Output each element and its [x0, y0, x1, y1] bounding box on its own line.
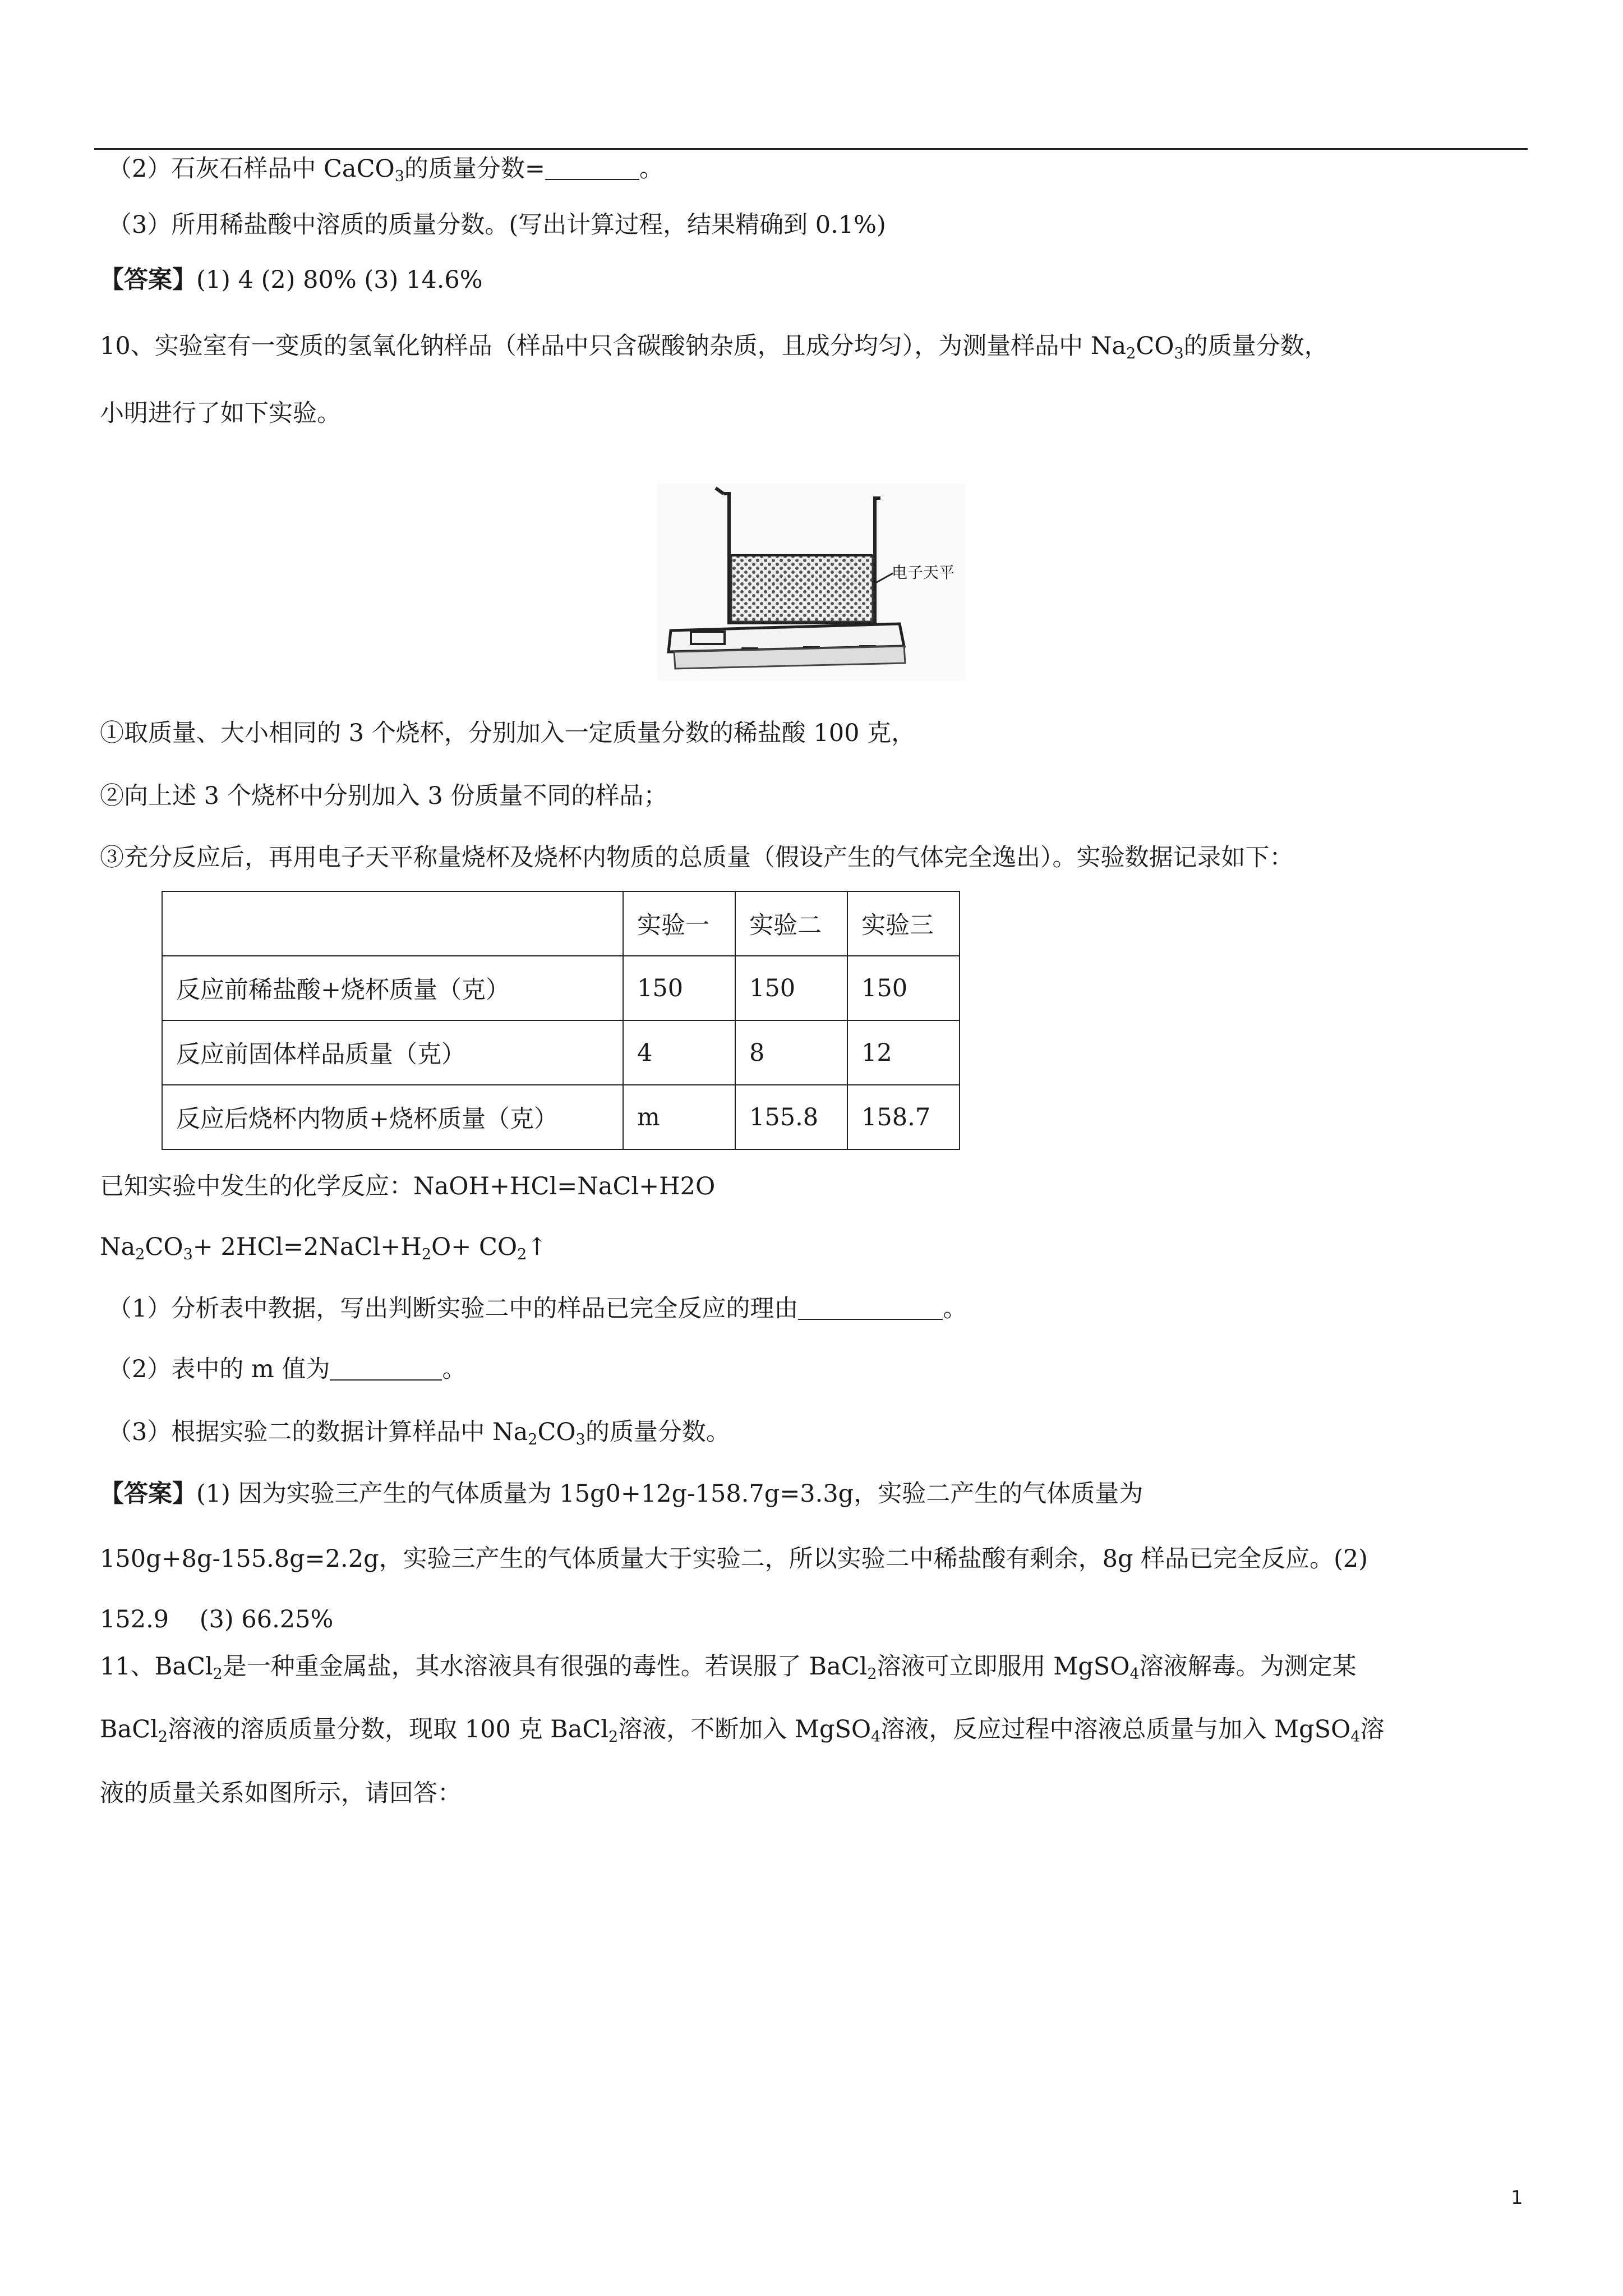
q10-step1: ①取质量、大小相同的 3 个烧杯，分别加入一定质量分数的稀盐酸 100 克，: [100, 719, 916, 747]
q10-intro-line1: 10、实验室有一变质的氢氧化钠样品（样品中只含碳酸钠杂质，且成分均匀），为测量样品中 $Na_2CO_3$的质量分数，: [100, 332, 1329, 362]
answer-label: 【答案】: [100, 1480, 196, 1508]
q10-answer-line2: 150g+8g-155.8g=2.2g，实验三产生的气体质量大于实验二，所以实验二中稀盐酸有剩余，8g 样品已完全反应。(2): [100, 1545, 1368, 1573]
page-number: 1: [1511, 2187, 1523, 2209]
q10-answer-line1: 【答案】(1) 因为实验三产生的气体质量为 15g0+12g-158.7g=3.3g，实验二产生的气体质量为: [100, 1480, 1144, 1508]
table-cell: 8: [735, 1020, 847, 1085]
table-cell: 反应后烧杯内物质+烧杯质量（克）: [162, 1085, 623, 1149]
table-cell: 150: [623, 956, 735, 1020]
q10-step2: ②向上述 3 个烧杯中分别加入 3 份质量不同的样品；: [100, 782, 668, 810]
q10-reaction-intro: 已知实验中发生的化学反应：NaOH+HCl=NaCl+H2O: [100, 1172, 716, 1200]
balance-label: 电子天平: [892, 563, 955, 582]
table-cell: 158.7: [847, 1085, 960, 1149]
q11-line2: BaCl$_2$溶液的溶质质量分数，现取 100 克 BaCl$_2$溶液，不断加入 MgSO$_4$溶液，反应过程中溶液总质量与加入 MgSO$_4$溶: [100, 1715, 1385, 1746]
q10-step3: ③充分反应后，再用电子天平称量烧杯及烧杯内物质的总质量（假设产生的气体完全逸出）。实验数据记录如下：: [100, 844, 1294, 872]
q10-answer-line3: 152.9 (3) 66.25%: [100, 1605, 334, 1634]
q9-part3: （3）所用稀盐酸中溶质的质量分数。(写出计算过程，结果精确到 0.1%): [108, 211, 886, 239]
q9-part2: （2）石灰石样品中 CaCO$_3$的质量分数= 。: [108, 155, 663, 185]
table-cell: 150: [735, 956, 847, 1020]
electronic-balance-figure: [657, 484, 966, 681]
q11-line3: 液的质量关系如图所示，请回答：: [100, 1779, 462, 1807]
table-cell: 155.8: [735, 1085, 847, 1149]
q10-part3: （3）根据实验二的数据计算样品中 $Na_2CO_3$的质量分数。: [108, 1418, 730, 1448]
answer-blank[interactable]: [545, 159, 639, 180]
q10-part2: （2）表中的 m 值为 。: [108, 1355, 467, 1383]
table-cell: [162, 891, 623, 956]
table-header: 实验三: [847, 891, 960, 956]
q10-part1: （1）分析表中教据，写出判断实验二中的样品已完全反应的理由 。: [108, 1295, 967, 1323]
table-cell: 反应前稀盐酸+烧杯质量（克）: [162, 956, 623, 1020]
answer-blank[interactable]: [798, 1299, 943, 1320]
header-rule: [94, 148, 1528, 150]
table-cell: m: [623, 1085, 735, 1149]
q11-line1: 11、BaCl$_2$是一种重金属盐，其水溶液具有很强的毒性。若误服了 BaCl$_2$溶液可立即服用 MgSO$_4$溶液解毒。为测定某: [100, 1653, 1357, 1683]
table-cell: 12: [847, 1020, 960, 1085]
table-cell: 4: [623, 1020, 735, 1085]
experiment-data-table: [162, 891, 960, 1150]
table-header: 实验二: [735, 891, 847, 956]
table-row: [162, 1085, 960, 1149]
table-cell: 150: [847, 956, 960, 1020]
table-row: [162, 1020, 960, 1085]
q9-answer: 【答案】(1) 4 (2) 80% (3) 14.6%: [100, 266, 483, 294]
table-header-row: [162, 891, 960, 956]
table-row: [162, 956, 960, 1020]
answer-blank[interactable]: [330, 1359, 442, 1381]
table-header: 实验一: [623, 891, 735, 956]
q10-intro-line2: 小明进行了如下实验。: [100, 399, 341, 427]
answer-label: 【答案】: [100, 266, 196, 294]
table-cell: 反应前固体样品质量（克）: [162, 1020, 623, 1085]
q10-reaction2: $Na_2CO_3+$ $2HCl=2NaCl+H_2O+$ $CO_2↑$: [100, 1233, 547, 1263]
